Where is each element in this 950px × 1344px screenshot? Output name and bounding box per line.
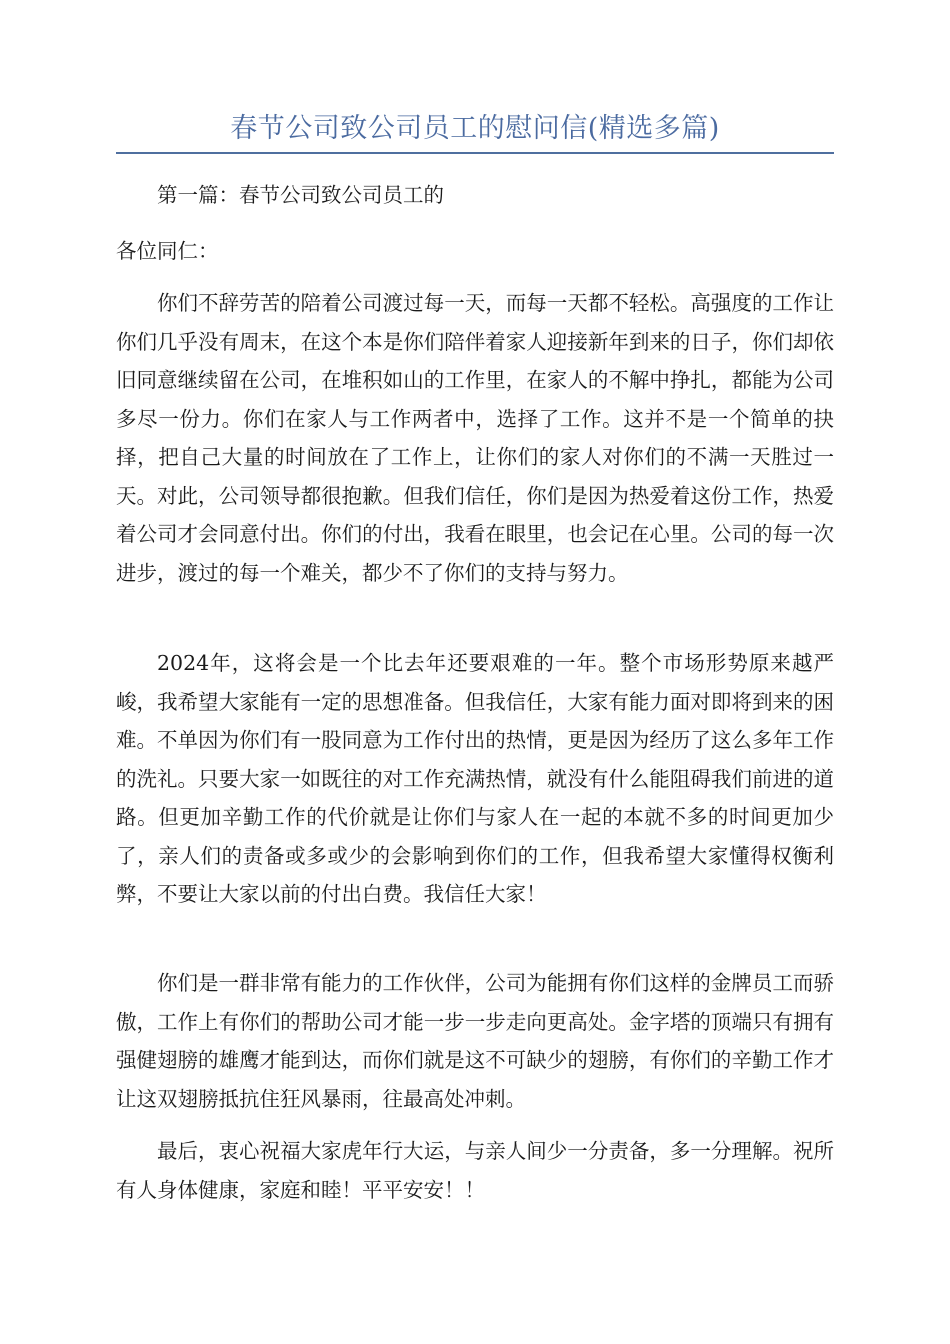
section-heading-block: [116, 176, 834, 215]
document-title: 春节公司致公司员工的慰问信(精选多篇): [230, 113, 720, 144]
paragraph-3-block: [116, 964, 834, 1118]
salutation: 各位同仁：: [116, 239, 219, 263]
body-paragraph: 你们不辞劳苦的陪着公司渡过每一天，而每一天都不轻松。高强度的工作让你们几乎没有周末，在这个本是你们陪伴着家人迎接新年到来的日子，你们却依旧同意继续留在公司，在堆积如山的工作里，在家人的不解中挣扎，都能为公司多尽一份力。你们在家人与工作两者中，选择了工作。这并不是一个简单的抉择，把自己大量的时间放在了工作上，让你们的家人对你们的不满一天胜过一天。对此，公司领导都很抱歉。但我们信任，你们是因为热爱着这份工作，热爱着公司才会同意付出。你们的付出，我看在眼里，也会记在心里。公司的每一次进步，渡过的每一个难关，都少不了你们的支持与努力。: [116, 291, 834, 585]
paragraph-4-block: [116, 1132, 834, 1209]
paragraph-1-block: [116, 284, 834, 592]
section-heading: 第一篇：春节公司致公司员工的: [157, 183, 444, 207]
body-paragraph: 你们是一群非常有能力的工作伙伴，公司为能拥有你们这样的金牌员工而骄傲，工作上有你们的帮助公司才能一步一步走向更高处。金字塔的顶端只有拥有强健翅膀的雄鹰才能到达，而你们就是这不可缺少的翅膀，有你们的辛勤工作才让这双翅膀抵抗住狂风暴雨，往最高处冲刺。: [116, 971, 834, 1111]
paragraph-2-block: [116, 644, 834, 914]
body-paragraph: 最后，衷心祝福大家虎年行大运，与亲人间少一分责备，多一分理解。祝所有人身体健康，家庭和睦！平平安安！！: [116, 1139, 834, 1202]
salutation-block: [116, 232, 834, 271]
body-paragraph: 2024年，这将会是一个比去年还要艰难的一年。整个市场形势原来越严峻，我希望大家能有一定的思想准备。但我信任，大家有能力面对即将到来的困难。不单因为你们有一股同意为工作付出的热情，更是因为经历了这么多年工作的洗礼。只要大家一如既往的对工作充满热情，就没有什么能阻碍我们前进的道路。但更加辛勤工作的代价就是让你们与家人在一起的本就不多的时间更加少了，亲人们的责备或多或少的会影响到你们的工作，但我希望大家懂得权衡利弊，不要让大家以前的付出白费。我信任大家！: [116, 651, 834, 906]
title-block: [116, 112, 834, 154]
